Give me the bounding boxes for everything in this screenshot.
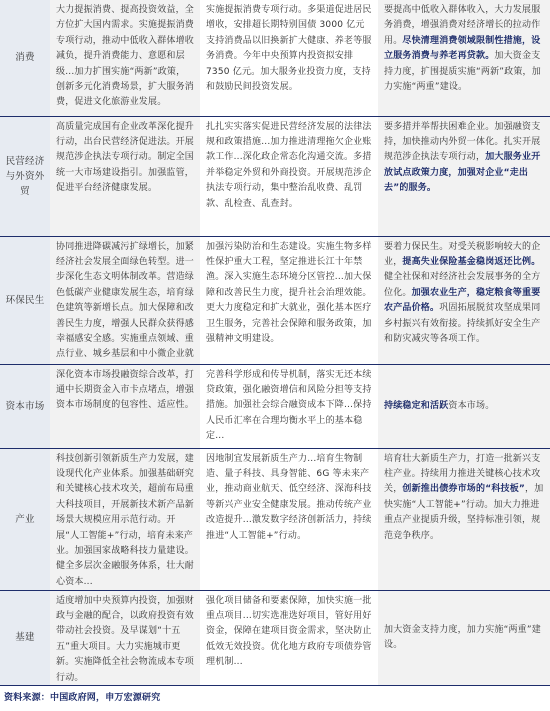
- highlight-text: 创新推出债券市场的“科技板”: [402, 484, 526, 495]
- table-row: [0, 364, 550, 448]
- cell-text: 实施提振消费专项行动。多渠道促进居民增收，安排超长期特别国债 3000 亿元支持消费品以旧换新扩大健康、养老等服务消费。今年中央预算内投资拟安排 7350 亿元。加大服务业投资力度，支持和鼓励民间投资发展。: [206, 5, 372, 93]
- cell-text: [384, 3, 544, 95]
- cell-text: 适度增加中央预算内投资，加强财政与金融的配合，以政府投资有效带动社会投资。及早谋划“十五五”重大项目。大力实施城市更新。实施降低全社会物流成本专项行动。: [56, 595, 194, 683]
- body-text: 资本市场。: [448, 400, 495, 411]
- highlight-text: 加强农业生产，稳定粮食等重要农产品价格。: [384, 287, 541, 314]
- row-cell-col1: [50, 116, 200, 236]
- cell-text: 完善科学形成和传导机制，落实无还本续贷政策，强化融资增信和风险分担等支持措施。加强社会综合融资成本下降...保持人民币汇率在合理均衡水平上的基本稳定...: [206, 369, 372, 442]
- cell-text: [384, 120, 544, 197]
- highlight-text: 加大服务业开放试点政策力度，加强对企业“走出去”的服务。: [384, 152, 541, 194]
- body-text: ，加快实施“人工智能+”行动。加大力推进重点产业提质升级，坚持标准引领，规范竞争秩序。: [384, 484, 544, 541]
- body-text: 培育壮大新质生产力，打造一批新兴支柱产业。持续用力推进关键核心技术攻关，: [384, 453, 541, 495]
- row-cell-col2: [200, 364, 378, 448]
- cell-text: [384, 623, 544, 654]
- row-cell-col1: [50, 364, 200, 448]
- cell-text: 强化项目储备和要素保障，加快实施一批重点项目...切实选准选好项目，管好用好资金，保障在建项目资金需求，坚决防止低效无效投资。优化地方政府专项债券管理机制...: [206, 595, 372, 668]
- source-note: 资料来源：中国政府网，申万宏源研究: [4, 693, 161, 703]
- row-cell-col3: [378, 0, 550, 116]
- row-cell-col1: [50, 590, 200, 685]
- cell-text: [384, 240, 544, 348]
- cell-text: [384, 452, 544, 544]
- table-row: [0, 590, 550, 685]
- row-cell-col3: [378, 448, 550, 590]
- body-text: 加大资金支持力度，加力实施“两重”建设。: [384, 624, 541, 650]
- body-text: 要提高中低收入群体收入，大力发展服务消费，增强消费对经济增长的拉动作用。: [384, 5, 541, 46]
- row-category: 消费: [0, 0, 50, 116]
- highlight-text: 持续稳定和活跃: [384, 400, 449, 411]
- cell-text: 科技创新引领新质生产力发展，建设现代化产业体系。加强基础研究和关键核心技术攻关，超前布局重大科技项目，开展新技术新产品新场景大规模应用示范行动。开展“人工智能+”行动，培育未来产业。加强国家战略科技力量建设。健全多层次金融服务体系，壮大耐心资本...: [56, 453, 194, 587]
- body-text: 健全社保和对经济社会发展事务的全方位化。: [384, 272, 541, 298]
- row-cell-col3: [378, 116, 550, 236]
- cell-text: 扎扎实实落实促进民营经济发展的法律法规和政策措施...加力推进清理拖欠企业账款工作...深化政企常态化沟通交流。多措并举稳定外贸和外商投资。开展规范涉企执法专项行动，集中整治乱收费、乱罚款、乱检查、乱查封。: [206, 121, 372, 209]
- cell-text: 大力提振消费、提高投资效益，全方位扩大国内需求。实施提振消费专项行动，推动中低收入群体增收减负，提升消费能力、意愿和层级...加力扩围实施“两新”政策，创新多元化消费场景，扩大服务消费，促进文化旅游业发展。: [56, 5, 194, 108]
- row-category: 产业: [0, 448, 50, 590]
- body-text: 要多措并举帮扶困难企业。加强融资支持，加快推动内外贸一体化。扎实开展规范涉企执法专项行动，: [384, 121, 541, 163]
- row-cell-col2: [200, 236, 378, 364]
- row-category: 资本市场: [0, 364, 50, 448]
- row-cell-col1: [50, 448, 200, 590]
- row-category: 民营经济与外资外贸: [0, 116, 50, 236]
- body-text: 巩固拓展脱贫攻坚成果同乡村振兴有效衔接。持续抓好安全生产和防灾减灾等各项工作。: [384, 303, 541, 344]
- row-cell-col1: [50, 236, 200, 364]
- row-cell-col2: [200, 590, 378, 685]
- row-cell-col2: [200, 0, 378, 116]
- row-category: 环保民生: [0, 236, 50, 364]
- cell-text: 加强污染防治和生态建设。实施生物多样性保护重大工程，坚定推进长江十年禁渔。深入实施生态环境分区管控...加大保障和改善民生力度，提升社会治理效能。更大力度稳定和扩大就业，强化基本医疗卫生服务，完善社会保障和服务政策，加强精神文明建设。: [206, 241, 372, 344]
- row-cell-col3: [378, 236, 550, 364]
- row-category: 基建: [0, 590, 50, 685]
- body-text: 要着力保民生。对受关税影响较大的企业，: [384, 241, 541, 267]
- cell-text: 因地制宜发展新质生产力...培育生物制造、量子科技、具身智能、6G 等未来产业，推动商业航天、低空经济、深海科技等新兴产业安全健康发展。推动传统产业改造提升...激发数字经济创新活力，持续推进“人工智能+”行动。: [206, 453, 372, 541]
- cell-text: 高质量完成国有企业改革深化提升行动，出台民营经济促进法。开展规范涉企执法专项行动。制定全国统一大市场建设指引。加强监管，促进平台经济健康发展。: [56, 121, 194, 194]
- table-row: [0, 448, 550, 590]
- table-row: [0, 116, 550, 236]
- cell-text: 深化资本市场投融资综合改革，打通中长期资金入市卡点堵点，增强资本市场制度的包容性、适应性。: [56, 369, 194, 411]
- highlight-text: 提高失业保险基金稳岗返还比例。: [402, 256, 541, 267]
- cell-text: [384, 399, 544, 414]
- body-text: 加大资金支持力度，扩围提质实施“两新”政策，加力实施“两重”建设。: [384, 51, 541, 93]
- table-row: [0, 236, 550, 364]
- table-row: [0, 0, 550, 116]
- row-cell-col2: [200, 116, 378, 236]
- row-cell-col3: [378, 590, 550, 685]
- highlight-text: 尽快清理消费领域限制性措施，设立服务消费与养老再贷款。: [384, 35, 541, 62]
- row-cell-col3: [378, 364, 550, 448]
- cell-text: 协同推进降碳减污扩绿增长，加紧经济社会发展全面绿色转型。进一步深化生态文明体制改革。营造绿色低碳产业健康发展生态，培育绿色建筑等新增长点。加大保障和改善民生力度，增强人民群众获得感幸福感安全感。实施重点领域、重点行业、城乡基层和中小微企业就: [56, 241, 194, 360]
- row-cell-col2: [200, 448, 378, 590]
- row-cell-col1: [50, 0, 200, 116]
